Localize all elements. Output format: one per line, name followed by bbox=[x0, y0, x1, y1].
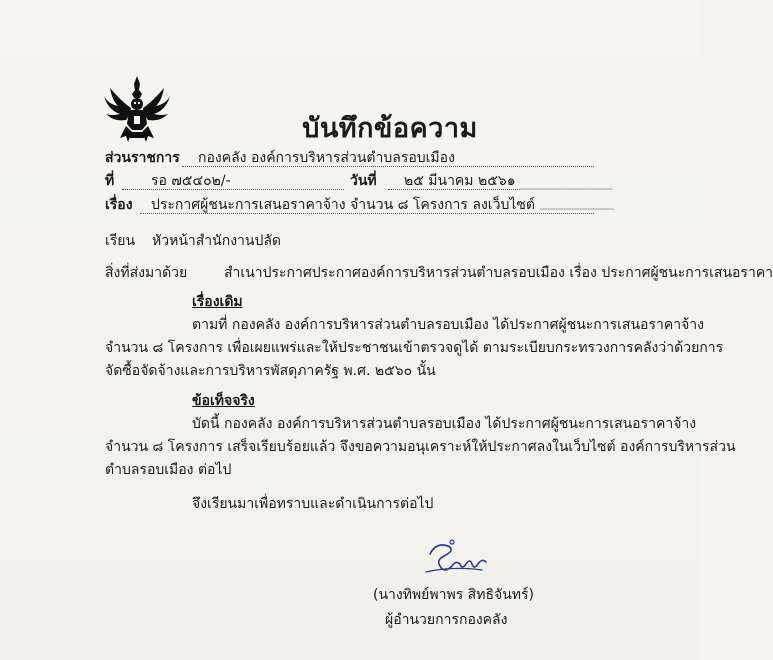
facts-line-3: ตำบลรอบเมือง ต่อไป bbox=[105, 462, 232, 478]
background-line-1: ตามที่ กองคลัง องค์การบริหารส่วนตำบลรอบเมือง ได้ประกาศผู้ชนะการเสนอราคาจ้าง bbox=[192, 317, 704, 333]
to-label: เรียน bbox=[105, 233, 136, 249]
department-rule bbox=[182, 166, 594, 167]
section-heading-facts: ข้อเท็จจริง bbox=[192, 393, 255, 409]
facts-line-1: บัดนี้ กองคลัง องค์การบริหารส่วนตำบลรอบเมือง ได้ประกาศผู้ชนะการเสนอราคาจ้าง bbox=[192, 416, 697, 432]
date-label: วันที่ bbox=[350, 173, 377, 189]
memo-title: บันทึกข้อความ bbox=[302, 113, 478, 144]
bleed-through-text: ▁▁▁▁▁▁▁▁▁▁ bbox=[520, 176, 613, 190]
to-value: หัวหน้าสำนักงานปลัด bbox=[152, 233, 282, 249]
bleed-through-text: ▁▁▁▁▁▁▁▁ bbox=[540, 196, 614, 210]
ref-rule bbox=[122, 189, 344, 190]
facts-line-2: จำนวน ๘ โครงการ เสร็จเรียบร้อยแล้ว จึงขอความอนุเคราะห์ให้ประกาศลงในเว็บไซต์ องค์การบริหารส่วน bbox=[105, 439, 736, 455]
section-heading-background: เรื่องเดิม bbox=[192, 294, 243, 310]
signer-name: (นางทิพย์พาพร สิทธิจันทร์) bbox=[373, 587, 534, 603]
subject-value: ประกาศผู้ชนะการเสนอราคาจ้าง จำนวน ๘ โครงการ ลงเว็บไซต์ bbox=[151, 197, 535, 213]
to-row bbox=[105, 230, 135, 252]
background-line-2: จำนวน ๘ โครงการ เพื่อเผยแพร่และให้ประชาชนเข้าตรวจดูได้ ตามระเบียบกระทรวงการคลังว่าด้วยการ bbox=[105, 340, 724, 356]
ref-value: รอ ๗๕๔๐๒/- bbox=[151, 173, 231, 189]
closing-line: จึงเรียนมาเพื่อทราบและดำเนินการต่อไป bbox=[192, 496, 434, 512]
department-label: ส่วนราชการ bbox=[105, 150, 180, 166]
signer-position: ผู้อำนวยการกองคลัง bbox=[385, 612, 508, 628]
attachment-label: สิ่งที่ส่งมาด้วย bbox=[105, 265, 188, 281]
subject-rule bbox=[140, 213, 594, 214]
department-row bbox=[105, 147, 180, 169]
handwritten-signature bbox=[422, 536, 492, 580]
ref-label: ที่ bbox=[105, 173, 115, 189]
department-value: กองคลัง องค์การบริหารส่วนตำบลรอบเมือง bbox=[198, 150, 455, 166]
subject-label: เรื่อง bbox=[105, 197, 133, 213]
attachment-value: สำเนาประกาศประกาศองค์การบริหารส่วนตำบลรอบเมือง เรื่อง ประกาศผู้ชนะการเสนอราคา bbox=[224, 265, 773, 281]
date-value: ๒๕ มีนาคม ๒๕๖๑ bbox=[404, 173, 516, 189]
background-line-3: จัดซื้อจัดจ้างและการบริหารพัสดุภาครัฐ พ.ศ. ๒๕๖๐ นั้น bbox=[105, 363, 436, 379]
